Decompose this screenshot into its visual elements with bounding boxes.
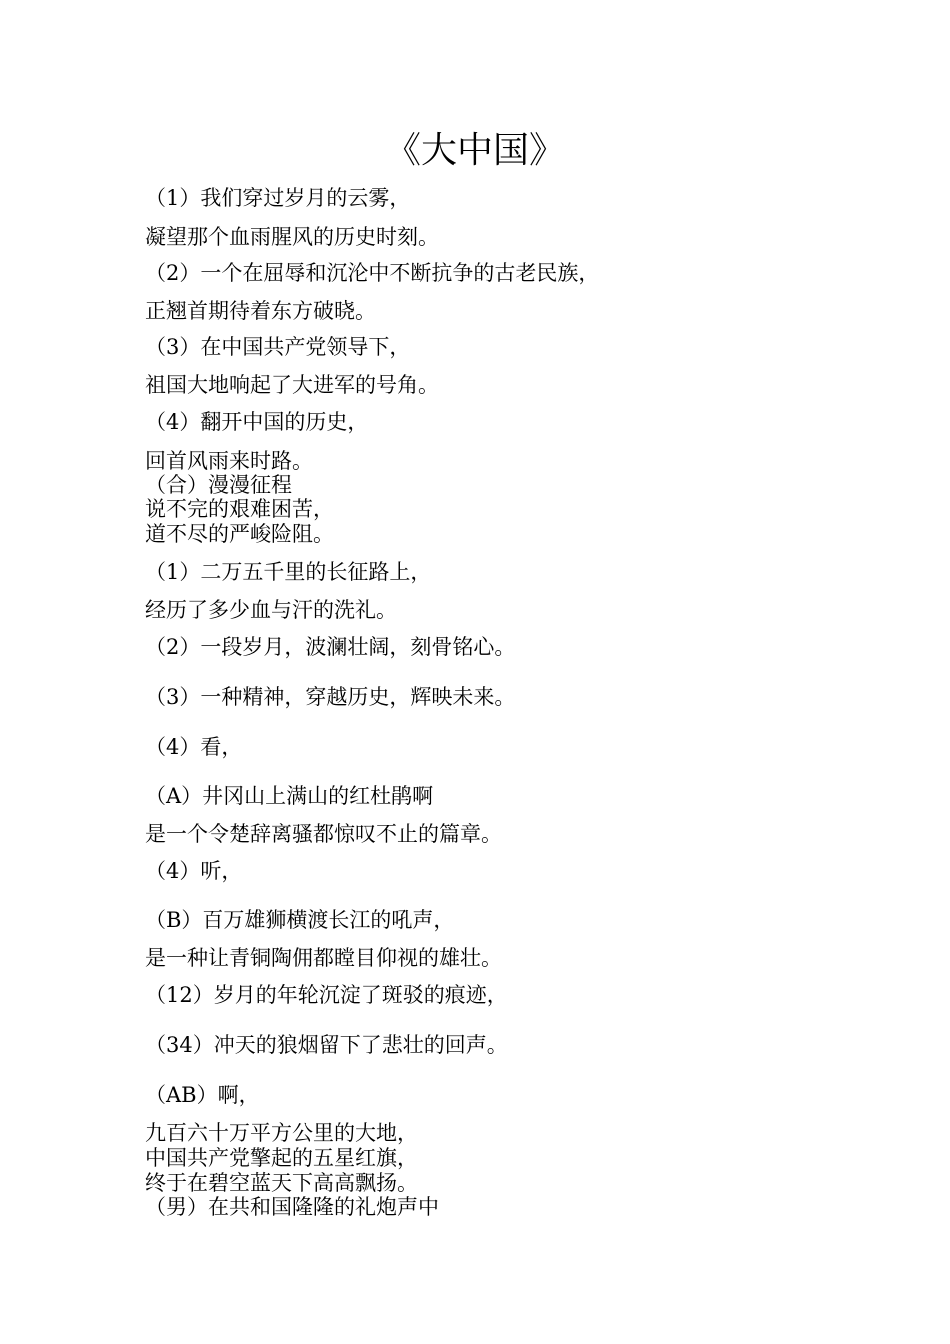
poem-line: 是一种让青铜陶佣都瞠目仰视的雄壮。 [145, 946, 502, 970]
poem-line: 是一个令楚辞离骚都惊叹不止的篇章。 [145, 822, 502, 846]
poem-line: 说不完的艰难困苦， [145, 497, 334, 521]
poem-line: 正翘首期待着东方破晓。 [145, 299, 376, 323]
poem-line: 终于在碧空蓝天下高高飘扬。 [145, 1171, 418, 1195]
poem-line: 祖国大地响起了大进军的号角。 [145, 373, 439, 397]
poem-line: （12）岁月的年轮沉淀了斑驳的痕迹， [145, 983, 508, 1007]
poem-line: 九百六十万平方公里的大地， [145, 1121, 418, 1145]
document-title: 《大中国》 [384, 130, 565, 171]
poem-line: （2）一段岁月，波澜壮阔，刻骨铭心。 [145, 635, 516, 659]
poem-line: 中国共产党擎起的五星红旗， [145, 1146, 418, 1170]
poem-line: （男）在共和国隆隆的礼炮声中 [145, 1195, 439, 1219]
poem-line: （B）百万雄狮横渡长江的吼声， [145, 908, 455, 932]
poem-line: 回首风雨来时路。 [145, 449, 313, 473]
poem-line: （A）井冈山上满山的红杜鹃啊 [145, 784, 434, 808]
poem-line: （34）冲天的狼烟留下了悲壮的回声。 [145, 1033, 508, 1057]
poem-line: （2）一个在屈辱和沉沦中不断抗争的古老民族， [145, 261, 600, 285]
poem-line: （3）一种精神，穿越历史，辉映未来。 [145, 685, 516, 709]
poem-line: （4）听， [145, 859, 243, 883]
poem-line: 道不尽的严峻险阻。 [145, 522, 334, 546]
poem-line: （1）二万五千里的长征路上， [145, 560, 432, 584]
poem-line: （合）漫漫征程 [145, 473, 292, 497]
poem-line: （4）看， [145, 735, 243, 759]
poem-line: （1）我们穿过岁月的云雾， [145, 186, 411, 210]
poem-line: （AB）啊， [145, 1083, 260, 1107]
poem-line: 经历了多少血与汗的洗礼。 [145, 598, 397, 622]
poem-line: （4）翻开中国的历史， [145, 410, 369, 434]
poem-line: 凝望那个血雨腥风的历史时刻。 [145, 225, 439, 249]
poem-line: （3）在中国共产党领导下， [145, 335, 411, 359]
